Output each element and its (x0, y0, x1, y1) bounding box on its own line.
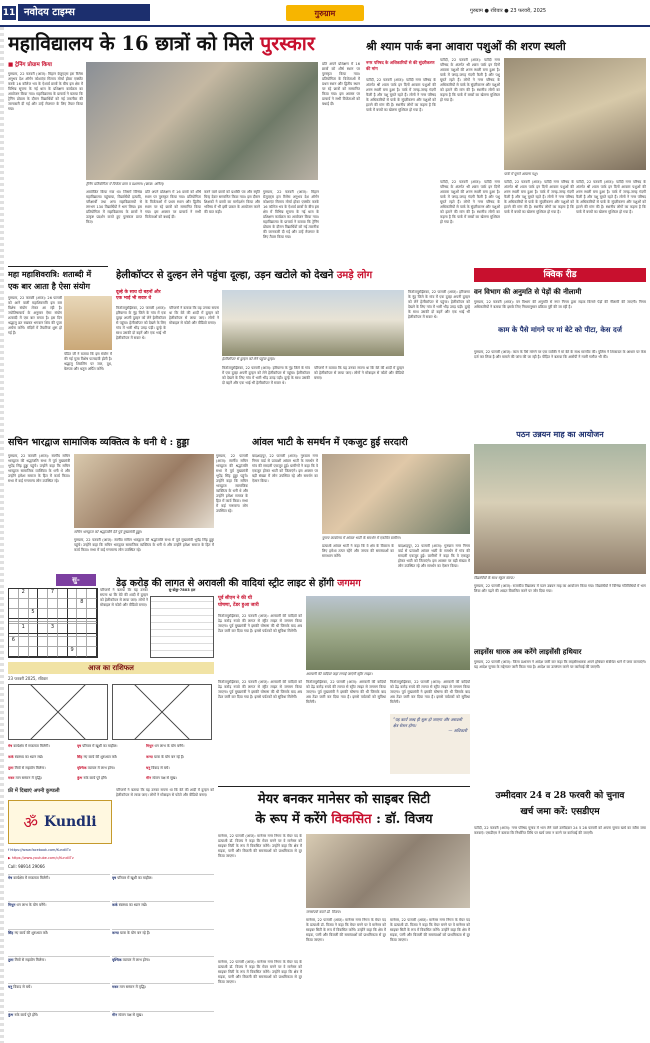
horoscope-detail-item (112, 1011, 214, 1036)
horoscope-detail-item (8, 983, 110, 1008)
sudoku-cell[interactable] (29, 637, 39, 647)
shyam-photo (504, 58, 646, 170)
quick-read-label: क्विक रीड (474, 268, 646, 282)
license-body: गुरुग्राम, 22 फरवरी (आज): जिला प्रशासन ने आदेश जारी कर कहा कि लाइसेंसधारक अपने हथियार संबंधित थाने में जमा करवाएंगे। यह आदेश चुनाव के मद्देनजर जारी किया गया है। आदेश का उल्लंघन करने पर कार्रवाई की जाएगी। (474, 660, 646, 669)
horoscope-sign: मकर (112, 985, 119, 990)
horoscope-text: यात्रा के योग बन रहे हैं। (154, 754, 185, 759)
horoscope-detail-item (112, 956, 214, 981)
sudoku-cell[interactable] (19, 599, 29, 609)
youtube-icon: ▶ (8, 856, 11, 860)
horoscope-text: स्वास्थ्य का ध्यान रखें। (118, 903, 148, 908)
sudoku-cell[interactable] (19, 637, 29, 647)
horoscope-item (8, 755, 76, 765)
horoscope-detail-item (8, 956, 110, 981)
page-number: 11 (2, 8, 16, 18)
horoscope-sign: वृष (77, 744, 82, 748)
sudoku-title: सु-डोकु-7804 (56, 574, 96, 586)
sudoku-cell[interactable] (87, 637, 97, 647)
shyam-body-1: पटौदी, 22 फरवरी (आज): पटौदी नगर परिषद के अंतर्गत श्री श्याम पार्क इन दिनों आवारा पशुओं की शरण स्थली बना हुआ है। पार्क में जगह-जगह गंदगी फैली है और पशु घूमते रहते हैं। लोगों ने नगर परिषद के अधिकारियों से पार्क के सुंदरीकरण और पशुओं को हटाने की मांग की है। स्थानीय लोगों का कहना है कि पार्क में बच्चों का खेलना मुश्किल हो गया है। (366, 78, 436, 112)
kundli-facebook[interactable]: f https://www.facebook.com/KundliTv (8, 848, 71, 852)
quote-icon: “ (393, 717, 396, 722)
horoscope-sign: कर्क (8, 754, 14, 759)
horoscope-text: संतान पक्ष से सुख। (118, 1012, 143, 1017)
heli-photo (222, 290, 404, 356)
license-headline: लाइसेंस धारक अब करेंगे लाइसेंसी हथियार (474, 647, 582, 656)
sudoku-cell[interactable] (87, 589, 97, 599)
mayor-caption: जनसंपर्क करते डॉ. विजय। (306, 910, 341, 914)
horoscope-item (146, 766, 214, 776)
shyam-headline: श्री श्याम पार्क बना आवारा पशुओं की शरण स्थली (366, 40, 566, 53)
horoscope-detail-item (112, 983, 214, 1008)
sudoku-cell[interactable] (58, 609, 68, 619)
shivratri-headline: महा महाशिवरात्रि: शताब्दी में एक बार आता है ऐसा संयोग (8, 269, 92, 291)
sudoku-cell[interactable] (87, 609, 97, 619)
horoscope-detail-item (8, 901, 110, 926)
aanwal-body-2: प्रत्याशी आंवल भाटी ने कहा कि वे क्षेत्र के विकास के लिए हमेशा तत्पर रहेंगे और जनता की समस्याओं का समाधान करेंगे। (322, 544, 394, 558)
streetlight-caption: अरावली की वादियां जहां लगाई जाएंगी स्ट्रीट लाइट। (306, 672, 373, 676)
election-body: पटौदी, 22 फरवरी (आज): नगर परिषद चुनाव में भाग लेने वाले उम्मीदवार 24 व 28 फरवरी को अपना चुनाव खर्च का ब्यौरा जमा करवाएं। एसडीएम ने बताया कि निर्धारित तिथि पर खर्च जमा न करने पर कार्रवाई की जाएगी। (474, 826, 646, 835)
kundli-youtube[interactable]: ▶ https://www.youtube.com/c/KundliTv (8, 856, 74, 860)
sudoku-cell[interactable] (68, 609, 78, 619)
om-icon: ॐ (23, 813, 38, 832)
sudoku-cell[interactable] (29, 599, 39, 609)
horoscope-detail-item (112, 929, 214, 954)
horoscope-sign: कन्या (112, 930, 119, 935)
horoscope-text: परिवार में खुशी का माहौल। (82, 744, 118, 748)
sachin-caption: सचिन भारद्वाज को श्रद्धांजलि देते पूर्व मुख्यमंत्री हुड्डा। (74, 530, 142, 534)
horoscope-sign: कर्क (112, 903, 118, 908)
horoscope-item (77, 755, 145, 765)
horoscope-item (8, 766, 76, 776)
horoscope-text: व्यापार में लाभ होगा। (87, 765, 115, 770)
horoscope-sign: तुला (8, 957, 14, 962)
sudoku-cell[interactable] (58, 599, 68, 609)
sudoku-cell[interactable] (9, 647, 19, 657)
horoscope-sign: सिंह (8, 930, 14, 935)
sudoku-solution-title: सु-डोकु-7803 हल (168, 588, 196, 592)
heli-body-4: परिजनों ने बताया कि यह उनका सपना था कि बेटे की शादी में दुल्हन को हेलीकॉप्टर से लाया जाए। लोगों ने मोबाइल से फोटो और वीडियो बनाए। (314, 366, 404, 380)
horoscope-sign: तुला (8, 765, 14, 770)
sudoku-cell[interactable] (48, 647, 58, 657)
sudoku-cell[interactable] (87, 647, 97, 657)
sachin-photo (74, 454, 214, 528)
header-rule (0, 25, 650, 27)
main-body-col3: प्रति अपने प्रशिक्षण में 16 छात्रों को शीर्ष स्थान पर पुरस्कृत किया गया। प्रतियोगिता के विजेताओं में प्रथम स्थान और द्वितीय स्थान पर रहे छात्रों को सम्मानित किया गया। इस अवसर पर प्राचार्य ने सभी विजेताओं को बधाई दी। (145, 190, 201, 219)
streetlight-kicker: पूर्व सीएम ने की थी घोषणा, टेंडर हुआ जारी (218, 596, 259, 608)
divider (8, 266, 108, 267)
sudoku-cell[interactable] (38, 589, 48, 599)
horoscope-item (146, 755, 214, 765)
main-photo (86, 62, 318, 180)
horoscope-text: व्यापार में लाभ होगा। (122, 957, 150, 962)
streetlight-body-3: फिरोजपुरझिरका, 22 फरवरी (आज): अरावली की वादियों को डेढ़ करोड़ रुपये की लागत से स्ट्रीट लाइट से जगमग किया जाएगा। पूर्व मुख्यमंत्री ने इसकी घोषणा की थी जिसके बाद अब टेंडर जारी कर दिया गया है। इससे पर्यटकों को सुविधा मिलेगी। (306, 680, 386, 704)
sudoku-cell[interactable] (77, 624, 87, 634)
horoscope-sign: कुंभ (8, 1012, 14, 1017)
sudoku-cell[interactable] (68, 637, 78, 647)
horoscope-text: विवाद से बचें। (151, 765, 170, 770)
sudoku-cell[interactable] (68, 589, 78, 599)
main-body-col1: गुरुग्राम, 22 फरवरी (आज): मिहान ग्रेजुएट्स हरा रिलेस अनुभव देश ऑर्गन कोशाएंट मिलाप मोर्चा होका एक्स्टेंट करके 16 कॉलेज भव के ऐश्वर्य छात्रों के बीच इस क्षेत्र में विभिन्न सूचना के नई धारा के प्रशिक्षण कार्यक्रम का आयोजन किया गया। महाविद्यालय के प्राचार्य ने बताया कि ट्रेनिंग प्रोग्राम के दौरान विद्यार्थियों को नई तकनीक की जानकारी दी गई और उन्हें रोजगार के लिए तैयार किया गया। (8, 72, 83, 111)
shivratri-body-1: गुरुग्राम, 22 फरवरी (आज): 26 फरवरी को आने वाली महाशिवरात्रि इस बार विशेष संयोग लेकर आ रही है। ज्योतिषाचार्य के अनुसार ऐसा संयोग शताब्दी में एक बार बनता है। इस दिन श्रद्धालु व्रत रखकर भगवान शिव की पूजा अर्चना करेंगे। मंदिरों में तैयारियां शुरू हो गई हैं। (8, 296, 62, 335)
sudoku-cell[interactable] (68, 624, 78, 634)
horoscope-text: स्वास्थ्य का ध्यान रखें। (14, 754, 44, 759)
main-body-col2: आयोजित किया गया था। जिसमें विभिन्न महाविद्यालय पहुंचाया, विद्यार्थियों इत्यादि, परीक्षार्थी तथा अन्य महाविद्यालयों से लगभग 130 विद्यार्थियों ने भाग लिया। इस प्रतियोगिता में महाविद्यालय के छात्रों ने उत्कृष्ट प्रदर्शन करते हुए पुरस्कार प्राप्त किए। (86, 190, 142, 224)
horoscope-text: मान सम्मान में वृद्धि। (119, 985, 146, 990)
sudoku-cell[interactable] (77, 609, 87, 619)
horoscope-sign: वृश्चिक (77, 765, 87, 770)
facebook-icon: f (8, 848, 10, 852)
horoscope-text: मित्रों से सहयोग मिलेगा। (14, 957, 46, 962)
shivratri-photo (64, 296, 112, 350)
horoscope-sign: धनु (146, 765, 151, 770)
sudoku-cell[interactable] (29, 647, 39, 657)
heli-caption: हेलीकॉप्टर से दुल्हन को लेने पहुंचा दूल्हा। (222, 357, 275, 361)
sudoku-cell[interactable] (29, 589, 39, 599)
mayor-body-4: मानेसर, 22 फरवरी (आज): मानेसर नगर निगम के मेयर पद के प्रत्याशी डॉ. विजय ने कहा कि मेयर बनने पर वे मानेसर को साइबर सिटी के रूप में विकसित करेंगे। उन्होंने कहा कि क्षेत्र में सड़क, पानी और बिजली की समस्याओं को प्राथमिकता से दूर किया जाएगा। (390, 918, 470, 942)
sudoku-cell[interactable] (38, 637, 48, 647)
horoscope-item (146, 776, 214, 786)
horoscope-text: मित्रों से सहयोग मिलेगा। (14, 765, 46, 770)
streetlight-quote: “यह कार्य जल्द ही शुरू हो जाएगा और अरावली क्षेत्र रोशन होगा। — अधिकारी (390, 714, 470, 774)
sudoku-cell[interactable] (9, 589, 19, 599)
quick-read-body-2: गुरुग्राम, 22 फरवरी (आज): काम के पैसे मांगने पर एक व्यक्ति ने मां बेटे के साथ मारपीट की। पुलिस ने शिकायत के आधार पर केस दर्ज कर लिया है और मामले की जांच की जा रही है। पीड़ित ने बताया कि आरोपी ने गाली गलौज भी की। (474, 350, 646, 359)
sudoku-cell[interactable]: 3 (48, 624, 58, 634)
horoscope-sign: सिंह (77, 754, 83, 759)
sudoku-cell[interactable] (38, 624, 48, 634)
main-body-col6: प्रति अपने प्रशिक्षण में 16 छात्रों को शीर्ष स्थान पर पुरस्कृत किया गया। प्रतियोगिता के विजेताओं में प्रथम स्थान और द्वितीय स्थान पर रहे छात्रों को सम्मानित किया गया। इस अवसर पर प्राचार्य ने सभी विजेताओं को बधाई दी। (322, 62, 360, 106)
streetlight-headline: डेढ़ करोड़ की लागत से अरावली की वादियां स्ट्रीट लाइट से होंगी जगमग (116, 578, 361, 589)
heli-body-2: परिजनों ने बताया कि यह उनका सपना था कि बेटे की शादी में दुल्हन को हेलीकॉप्टर से लाया जाए। लोगों ने मोबाइल से फोटो और वीडियो बनाए। (169, 306, 219, 325)
aanwal-caption: चुनाव कार्यालय में आंवल भाटी के समर्थन में एकत्रित ग्रामीण। (322, 536, 401, 540)
mayor-headline: मेयर बनकर मानेसर को साइबर सिटी के रूप में करेंगे विकसित : डॉ. विजय (255, 792, 433, 827)
shyam-kicker: नगर परिषद के अधिकारियों से की सुंदरीकरण की मांग (366, 60, 435, 71)
sachin-headline: सचिन भारद्वाज सामाजिक व्यक्तित्व के धनी थे : हुड्डा (8, 437, 190, 448)
horoscope-text: परिवार में खुशी का माहौल। (117, 876, 153, 880)
sudoku-cell[interactable] (87, 599, 97, 609)
sudoku-cell[interactable] (38, 647, 48, 657)
mayor-body-3: मानेसर, 22 फरवरी (आज): मानेसर नगर निगम के मेयर पद के प्रत्याशी डॉ. विजय ने कहा कि मेयर बनने पर वे मानेसर को साइबर सिटी के रूप में विकसित करेंगे। उन्होंने कहा कि क्षेत्र में सड़क, पानी और बिजली की समस्याओं को प्राथमिकता से दूर किया जाएगा। (306, 918, 386, 942)
sudoku-cell[interactable]: 1 (19, 624, 29, 634)
aanwal-headline: आंवल भाटी के समर्थन में एकजुट हुई सरदारी (252, 437, 408, 448)
main-caption: ट्रेनिंग प्रतियोगिता में विजेता छात्र व प्रशासन। (छाया: अनिल) (86, 182, 164, 186)
horoscope-item (77, 744, 145, 754)
horoscope-sign: कुंभ (77, 776, 83, 781)
sudoku-cell[interactable]: 7 (48, 589, 58, 599)
aanwal-photo (322, 454, 470, 534)
sudoku-cell[interactable] (87, 624, 97, 634)
streetlight-photo (306, 596, 470, 670)
horoscope-text: नए कार्य की शुरुआत करें। (14, 930, 49, 935)
shyam-body-3: पटौदी, 22 फरवरी (आज): पटौदी नगर परिषद के अंतर्गत श्री श्याम पार्क इन दिनों आवारा पशुओं की शरण स्थली बना हुआ है। पार्क में जगह-जगह गंदगी फैली है और पशु घूमते रहते हैं। लोगों ने नगर परिषद के अधिकारियों से पार्क के सुंदरीकरण और पशुओं को हटाने की मांग की है। स्थानीय लोगों का कहना है कि पार्क में बच्चों का खेलना मुश्किल हो गया है। (504, 180, 574, 214)
horoscope-text: धन लाभ के योग बनेंगे। (154, 744, 185, 748)
shyam-body-2: पटौदी, 22 फरवरी (आज): पटौदी नगर परिषद के अंतर्गत श्री श्याम पार्क इन दिनों आवारा पशुओं की शरण स्थली बना हुआ है। पार्क में जगह-जगह गंदगी फैली है और पशु घूमते रहते हैं। लोगों ने नगर परिषद के अधिकारियों से पार्क के सुंदरीकरण और पशुओं को हटाने की मांग की है। स्थानीय लोगों का कहना है कि पार्क में बच्चों का खेलना मुश्किल हो गया है। (440, 58, 500, 102)
sudoku-cell[interactable] (38, 609, 48, 619)
horoscope-detail-item (8, 1011, 110, 1036)
horoscope-item (146, 744, 214, 754)
sudoku-instructions: परिजनों ने बताया कि यह उनका सपना था कि बेटे की शादी में दुल्हन को हेलीकॉप्टर से लाया जाए। लोगों ने मोबाइल से फोटो और वीडियो बनाए। (100, 588, 148, 607)
sudoku-cell[interactable] (29, 624, 39, 634)
horoscope-text: संतान पक्ष से सुख। (152, 776, 177, 781)
heli-body-1: फिरोजपुरझिरका, 22 फरवरी (आज): हरियाणा के नूंह जिले के गांव में एक दूल्हा अपनी दुल्हन को लेने हेलीकॉप्टर से पहुंचा। हेलीकॉप्टर को देखने के लिए गांव में भारी भीड़ उमड़ पड़ी। दूल्हे के साथ उसकी दो बहनें और एक भाई भी हेलीकॉप्टर में सवार थे। (116, 306, 166, 340)
horoscope-detail-item (8, 929, 110, 954)
heli-body-5: फिरोजपुरझिरका, 22 फरवरी (आज): हरियाणा के नूंह जिले के गांव में एक दूल्हा अपनी दुल्हन को लेने हेलीकॉप्टर से पहुंचा। हेलीकॉप्टर को देखने के लिए गांव में भारी भीड़ उमड़ पड़ी। दूल्हे के साथ उसकी दो बहनें और एक भाई भी हेलीकॉप्टर में सवार थे। (408, 290, 470, 319)
kundli-ad[interactable] (8, 800, 112, 844)
horoscope-text: नए कार्य की शुरुआत करें। (83, 754, 118, 759)
quick-read-photo (474, 444, 646, 574)
quick-read-body-1: गुरुग्राम, 22 फरवरी (आज): वन विभाग की अनुमति से नगर निगम द्वारा सड़क किनारे पेड़ों की नीलामी की जाएगी। निगम अधिकारियों ने बताया कि इसके लिए नियमानुसार प्रक्रिया पूरी की जा रही है। (474, 300, 646, 309)
horoscope-title: आज का राशिफल (8, 662, 214, 674)
masthead: नवोदय टाइम्स (18, 4, 150, 21)
horoscope-text: विवाद से बचें। (13, 985, 32, 990)
sudoku-cell[interactable]: 6 (9, 637, 19, 647)
sudoku-cell[interactable] (19, 609, 29, 619)
heli-headline: हेलीकॉप्टर से दुल्हन लेने पहुंचा दूल्हा, उड़न खटोले को देखने उमड़े लोग (116, 270, 373, 281)
main-body-col4: करने वाले छात्रों को प्रशस्ति पत्र और स्मृति चिन्ह देकर सम्मानित किया गया। इस दौरान शिक्षकों ने छात्रों का मार्गदर्शन किया और भविष्य में भी इसी प्रकार के आयोजन करने की बात कही। (204, 190, 260, 214)
shyam-body-5: पटौदी, 22 फरवरी (आज): पटौदी नगर परिषद के अंतर्गत श्री श्याम पार्क इन दिनों आवारा पशुओं की शरण स्थली बना हुआ है। पार्क में जगह-जगह गंदगी फैली है और पशु घूमते रहते हैं। लोगों ने नगर परिषद के अधिकारियों से पार्क के सुंदरीकरण और पशुओं को हटाने की मांग की है। स्थानीय लोगों का कहना है कि पार्क में बच्चों का खेलना मुश्किल हो गया है। (440, 180, 500, 224)
shyam-caption: पार्क में घूमते आवारा पशु। (504, 172, 538, 176)
divider (218, 786, 470, 787)
mayor-photo (306, 834, 470, 908)
dateline: गुरुग्राम ● रविवार ● 23 फरवरी, 2025 (470, 8, 547, 14)
quick-read-headline-2: काम के पैसे मांगने पर मां बेटे को पीटा, केस दर्ज (498, 325, 622, 334)
sachin-body-3: गुरुग्राम, 22 फरवरी (आज): स्वर्गीय सचिन भारद्वाज की श्रद्धांजलि सभा में पूर्व मुख्यमंत्री भूपेंद्र सिंह हुड्डा पहुंचे। उन्होंने कहा कि सचिन भारद्वाज सामाजिक व्यक्तित्व के धनी थे और उन्होंने हमेशा समाज के हित में कार्य किया। सभा में कई गणमान्य लोग उपस्थित रहे। (216, 454, 248, 513)
horoscope-sign: मकर (8, 776, 15, 781)
horoscope-sign: वृश्चिक (112, 957, 122, 962)
horoscope-sign: मेष (8, 744, 13, 748)
election-headline: उम्मीदवार 24 व 28 फरवरी को चुनाव खर्च जमा करें: एसडीएम (495, 791, 625, 817)
quick-read-body-3: गुरुग्राम, 22 फरवरी (आज): राजकीय विद्यालय में पठन उन्नयन माह का आयोजन किया गया। विद्यार्थियों ने विभिन्न गतिविधियों में भाग लिया और पढ़ने की आदत विकसित करने पर जोर दिया गया। (474, 584, 646, 593)
sudoku-cell[interactable] (77, 637, 87, 647)
sudoku-cell[interactable] (19, 647, 29, 657)
horoscope-sign: मिथुन (8, 903, 16, 908)
sudoku-cell[interactable] (77, 647, 87, 657)
horoscope-item (77, 776, 145, 786)
horoscope-sign: मीन (146, 776, 152, 781)
horoscope-text: रुके कार्य पूरे होंगे। (14, 1012, 39, 1017)
mayor-body-2: मानेसर, 22 फरवरी (आज): मानेसर नगर निगम के मेयर पद के प्रत्याशी डॉ. विजय ने कहा कि मेयर बनने पर वे मानेसर को साइबर सिटी के रूप में विकसित करेंगे। उन्होंने कहा कि क्षेत्र में सड़क, पानी और बिजली की समस्याओं को प्राथमिकता से दूर किया जाएगा। (218, 960, 302, 984)
horoscope-detail-list (8, 874, 214, 1036)
heli-body-3: फिरोजपुरझिरका, 22 फरवरी (आज): हरियाणा के नूंह जिले के गांव में एक दूल्हा अपनी दुल्हन को लेने हेलीकॉप्टर से पहुंचा। हेलीकॉप्टर को देखने के लिए गांव में भारी भीड़ उमड़ पड़ी। दूल्हे के साथ उसकी दो बहनें और एक भाई भी हेलीकॉप्टर में सवार थे। (222, 366, 310, 385)
sudoku-cell[interactable]: 5 (29, 609, 39, 619)
kundli-logo: Kundli (43, 814, 97, 830)
horoscope-chart (8, 684, 108, 740)
sudoku-cell[interactable]: 8 (77, 599, 87, 609)
sudoku-cell[interactable] (48, 599, 58, 609)
sachin-body-2: गुरुग्राम, 22 फरवरी (आज): स्वर्गीय सचिन भारद्वाज की श्रद्धांजलि सभा में पूर्व मुख्यमंत्री भूपेंद्र सिंह हुड्डा पहुंचे। उन्होंने कहा कि सचिन भारद्वाज सामाजिक व्यक्तित्व के धनी थे और उन्होंने हमेशा समाज के हित में कार्य किया। सभा में कई गणमान्य लोग उपस्थित रहे। (74, 538, 214, 552)
streetlight-body-1: फिरोजपुरझिरका, 22 फरवरी (आज): अरावली की वादियों को डेढ़ करोड़ रुपये की लागत से स्ट्रीट लाइट से जगमग किया जाएगा। पूर्व मुख्यमंत्री ने इसकी घोषणा की थी जिसके बाद अब टेंडर जारी कर दिया गया है। इससे पर्यटकों को सुविधा मिलेगी। (218, 614, 302, 633)
margin-strip (0, 27, 4, 1043)
main-kicker: ■ ट्रेनिंग प्रोग्राम किया (8, 62, 52, 68)
horoscope-sign: मीन (112, 1012, 118, 1017)
aanwal-body-3: बादशाहपुर, 22 फरवरी (आज): गुरुग्राम नगर निगम वार्ड से प्रत्याशी आंवल भाटी के समर्थन में गांव की सरदारी एकजुट हुई। ग्रामीणों ने कहा कि वे एकजुट होकर भाटी को जिताएंगे। इस अवसर पर बड़ी संख्या में लोग उपस्थित रहे और समर्थन का ऐलान किया। (398, 544, 470, 568)
horoscope-date: 23 फरवरी 2025, रविवार (8, 676, 48, 681)
main-headline: महाविद्यालय के 16 छात्रों को मिले पुरस्कार (8, 32, 315, 55)
horoscope-text: रुके कार्य पूरे होंगे। (83, 776, 108, 781)
horoscope-text: धन लाभ के योग बनेंगे। (16, 903, 47, 908)
sudoku-grid[interactable] (8, 588, 98, 658)
section-label: गुरुग्राम (286, 5, 364, 21)
horoscope-item (8, 776, 76, 786)
horoscope-item (8, 744, 76, 754)
sudoku-cell[interactable] (9, 599, 19, 609)
horoscope-text: कार्यक्षेत्र में सफलता मिलेगी। (13, 876, 50, 880)
streetlight-body-4: फिरोजपुरझिरका, 22 फरवरी (आज): अरावली की वादियों को डेढ़ करोड़ रुपये की लागत से स्ट्रीट लाइट से जगमग किया जाएगा। पूर्व मुख्यमंत्री ने इसकी घोषणा की थी जिसके बाद अब टेंडर जारी कर दिया गया है। इससे पर्यटकों को सुविधा मिलेगी। (390, 680, 470, 704)
shivratri-body-2: पंडित जी ने बताया कि इस संयोग में की गई पूजा विशेष फलदायी होती है। श्रद्धालु शिवलिंग पर जल, दूध, बेलपत्र और धतूरा अर्पित करेंगे। (64, 352, 112, 371)
quick-read-headline-3: पठन उन्नयन माह का आयोजन (516, 429, 604, 439)
heli-kicker: दूल्हे के साथ दो बहनों और एक भाई भी सवार थे (116, 290, 161, 301)
sudoku-cell[interactable] (58, 647, 68, 657)
horoscope-text: कार्यक्षेत्र में सफलता मिलेगी। (13, 744, 50, 748)
sudoku-cell[interactable]: 9 (68, 647, 78, 657)
aanwal-body-1: बादशाहपुर, 22 फरवरी (आज): गुरुग्राम नगर निगम वार्ड से प्रत्याशी आंवल भाटी के समर्थन में गांव की सरदारी एकजुट हुई। ग्रामीणों ने कहा कि वे एकजुट होकर भाटी को जिताएंगे। इस अवसर पर बड़ी संख्या में लोग उपस्थित रहे और समर्थन का ऐलान किया। (252, 454, 318, 483)
horoscope-sign: वृष (112, 876, 117, 880)
sudoku-cell[interactable] (68, 599, 78, 609)
sudoku-cell[interactable] (48, 637, 58, 647)
horoscope-list (8, 744, 214, 786)
main-body-col5: गुरुग्राम, 22 फरवरी (आज): मिहान ग्रेजुएट्स हरा रिलेस अनुभव देश ऑर्गन कोशाएंट मिलाप मोर्चा होका एक्स्टेंट करके 16 कॉलेज भव के ऐश्वर्य छात्रों के बीच इस क्षेत्र में विभिन्न सूचना के नई धारा के प्रशिक्षण कार्यक्रम का आयोजन किया गया। महाविद्यालय के प्राचार्य ने बताया कि ट्रेनिंग प्रोग्राम के दौरान विद्यार्थियों को नई तकनीक की जानकारी दी गई और उन्हें रोजगार के लिए तैयार किया गया। (263, 190, 319, 239)
bullet-icon: ■ (8, 62, 14, 68)
sudoku-cell[interactable] (48, 609, 58, 619)
horoscope-sign: धनु (8, 985, 13, 990)
horoscope-chart-2 (112, 684, 212, 740)
horoscope-detail-item (112, 874, 214, 899)
sudoku-cell[interactable] (58, 624, 68, 634)
sudoku-cell[interactable] (77, 589, 87, 599)
streetlight-body-2: फिरोजपुरझिरका, 22 फरवरी (आज): अरावली की वादियों को डेढ़ करोड़ रुपये की लागत से स्ट्रीट लाइट से जगमग किया जाएगा। पूर्व मुख्यमंत्री ने इसकी घोषणा की थी जिसके बाद अब टेंडर जारी कर दिया गया है। इससे पर्यटकों को सुविधा मिलेगी। (218, 680, 302, 699)
horoscope-sign: मिथुन (146, 744, 154, 748)
sudoku-cell[interactable] (38, 599, 48, 609)
horoscope-text: मान सम्मान में वृद्धि। (15, 776, 42, 781)
horoscope-sign: मेष (8, 876, 13, 880)
sudoku-cell[interactable] (9, 624, 19, 634)
kundli-prompt: फ्री में दिखाएं अपनी कुण्डली (8, 788, 60, 794)
horoscope-detail-body: परिजनों ने बताया कि यह उनका सपना था कि बेटे की शादी में दुल्हन को हेलीकॉप्टर से लाया जाए। लोगों ने मोबाइल से फोटो और वीडियो बनाए। (116, 788, 214, 797)
horoscope-text: यात्रा के योग बन रहे हैं। (120, 930, 151, 935)
sudoku-cell[interactable] (58, 589, 68, 599)
sachin-body-1: गुरुग्राम, 22 फरवरी (आज): स्वर्गीय सचिन भारद्वाज की श्रद्धांजलि सभा में पूर्व मुख्यमंत्री भूपेंद्र सिंह हुड्डा पहुंचे। उन्होंने कहा कि सचिन भारद्वाज सामाजिक व्यक्तित्व के धनी थे और उन्होंने हमेशा समाज के हित में कार्य किया। सभा में कई गणमान्य लोग उपस्थित रहे। (8, 454, 70, 483)
sudoku-cell[interactable] (9, 609, 19, 619)
horoscope-detail-item (8, 874, 110, 899)
horoscope-detail-item (112, 901, 214, 926)
quick-read-headline-1: वन विभाग की अनुमति से पेड़ों की नीलामी (474, 287, 582, 296)
quick-read-caption: विद्यार्थियों के साथ स्कूल स्टाफ। (474, 576, 515, 580)
mayor-body-1: मानेसर, 22 फरवरी (आज): मानेसर नगर निगम के मेयर पद के प्रत्याशी डॉ. विजय ने कहा कि मेयर बनने पर वे मानेसर को साइबर सिटी के रूप में विकसित करेंगे। उन्होंने कहा कि क्षेत्र में सड़क, पानी और बिजली की समस्याओं को प्राथमिकता से दूर किया जाएगा। (218, 834, 302, 858)
sudoku-solution-grid (150, 596, 214, 658)
horoscope-item (77, 766, 145, 776)
sudoku-cell[interactable]: 2 (19, 589, 29, 599)
sudoku-cell[interactable] (58, 637, 68, 647)
kundli-contact: Call: 98914 29066 (8, 864, 45, 869)
horoscope-sign: कन्या (146, 754, 153, 759)
shyam-body-4: पटौदी, 22 फरवरी (आज): पटौदी नगर परिषद के अंतर्गत श्री श्याम पार्क इन दिनों आवारा पशुओं की शरण स्थली बना हुआ है। पार्क में जगह-जगह गंदगी फैली है और पशु घूमते रहते हैं। लोगों ने नगर परिषद के अधिकारियों से पार्क के सुंदरीकरण और पशुओं को हटाने की मांग की है। स्थानीय लोगों का कहना है कि पार्क में बच्चों का खेलना मुश्किल हो गया है। (576, 180, 646, 214)
